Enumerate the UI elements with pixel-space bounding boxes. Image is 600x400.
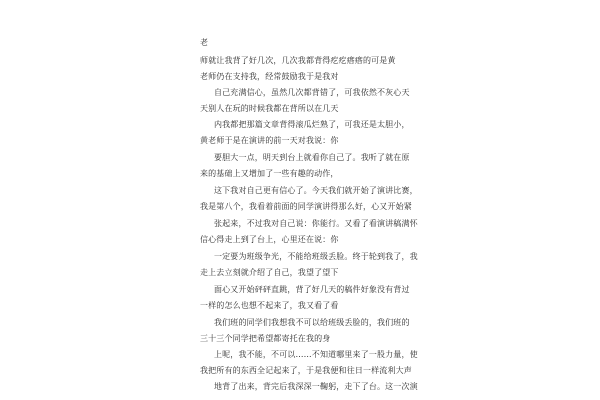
text-line: 面心又开始砰砰直跳，背了好几天的稿件好象没有背过 <box>214 285 410 294</box>
text-line: 地背了出来，背完后我深深一鞠躬，走下了台。这一次演 <box>214 382 418 391</box>
text-line: 一定要为班级争光，不能给班级丢脸。终于轮到我了，我 <box>214 252 418 261</box>
text-line: 天别人在玩的时候我都在背所以在几天 <box>200 104 339 113</box>
text-line: 老 <box>200 38 209 47</box>
text-line: 这下我对自己更有信心了。今天我们就开始了演讲比赛， <box>214 186 418 195</box>
text-line: 要胆大一点，明天到台上就看你自己了。我听了就在原 <box>214 153 410 162</box>
text-line: 内我都把那篇文章背得滚瓜烂熟了，可我还是太胆小， <box>214 120 410 129</box>
text-line: 自己充满信心，虽然几次都背错了，可我依然不灰心天 <box>214 88 410 97</box>
text-line: 走上去立刻就介绍了自己，我望了望下 <box>200 268 339 277</box>
text-line: 来的基础上又增加了一些有趣的动作， <box>200 169 339 178</box>
text-line: 老师仍在支持我，经常鼓励我于是我对 <box>200 72 339 81</box>
text-line: 一样的怎么也想不起来了，我又看了看 <box>200 301 339 310</box>
text-line: 信心得走上到了台上，心里还在说：你 <box>200 235 339 244</box>
text-line: 我是第八个，我看着前面的同学演讲得那么好，心又开始紧 <box>200 202 412 211</box>
text-line: 上呢，我不能，不可以……不知道哪里来了一股力量，使 <box>214 350 418 359</box>
text-line: 我把所有的东西全记起来了，于是我便和往日一样流利大声 <box>200 366 412 375</box>
text-line: 三十三个同学把希望都寄托在我的身 <box>200 334 331 343</box>
text-line: 张起来，不过我对自己说：你能行。又看了看演讲稿满怀 <box>214 219 418 228</box>
text-line: 黄老师于是在演讲的前一天对我说：你 <box>200 136 339 145</box>
text-line: 我们班的同学们我想我不可以给班级丢脸的，我们班的 <box>214 318 410 327</box>
text-line: 师就让我背了好几次，几次我都背得疙疙瘩瘩的可是黄 <box>200 56 396 65</box>
